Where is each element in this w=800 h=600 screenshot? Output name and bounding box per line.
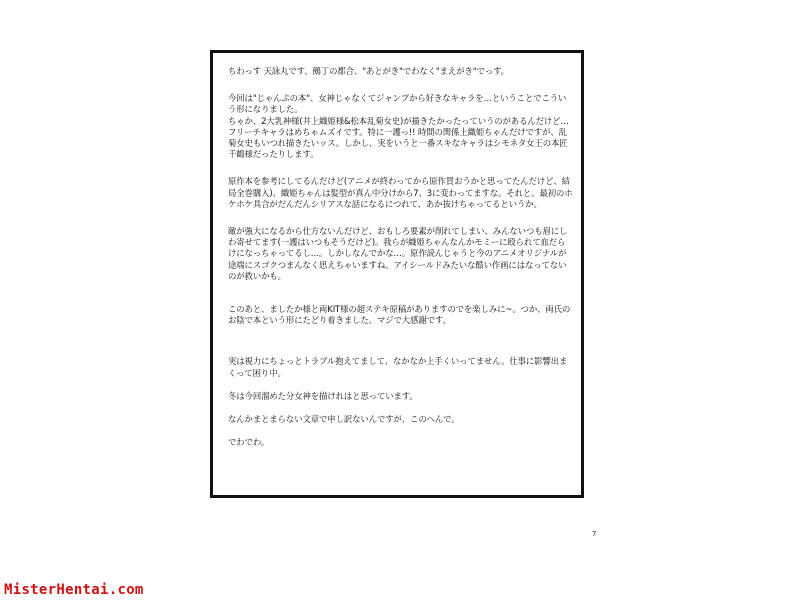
site-watermark: MisterHentai.com xyxy=(4,582,144,598)
afterword-text xyxy=(228,66,573,464)
paragraph-theme: 今回は"じゃんぷの本"、女神じゃなくてジャンプから好きなキャラを…ということでこういう形になりました。 ちゃか、2大乳神様(井上織姫様&松本乱菊女史)が描きたかったっていうのがあるんだけど…フリーチキャラはめちゃムズイです。特に一護っ!! 時間の関係上織姫ちゃんだけですが、乱菊女史もいつれ描きたいッス。しかし、実をいうと一番スキなキャラはシモネタ女王の本匠千鶴様だったりします。 xyxy=(228,93,569,160)
page-number: 7 xyxy=(592,530,597,538)
paragraph-winter: 冬は今回溜めた分女神を描けれはと思っています。 xyxy=(228,390,418,401)
paragraph-guests: このあと、ましたか様と両KIT様の超ステキ原稿がありますのでを楽しみに~。つか、両氏のお陰で本という形にたどり着きました。マジで大感謝です。 xyxy=(228,304,571,326)
paragraph-reference: 原作本を参考にしてるんだけど(アニメが終わってから原作買おうかと思ってたんだけど、結局全巻購入)、織姫ちゃんは髪型が真ん中分けから7、3に変わってますな。それと、最初のホケホケ具合がだんだんシリアスな話になるにつれて、あか抜けちゃってるというか。 xyxy=(228,176,573,209)
paragraph-eyesight: 実は視力にちょっとトラブル抱えてまして、なかなか上手くいってません。仕事に影響出まくって困り中。 xyxy=(228,356,568,378)
paragraph-closing: なんかまとまらない文章で申し訳ないんですが、このへんで。 xyxy=(228,414,460,425)
paragraph-anime: 敵が強大になるから仕方ないんだけど、おもしろ要素が削れてしまい、みんないつも眉にしわ寄せてます(一護はいつもそうだけど)。我らが織姫ちゃんなんかモミーに殴られて血だらけになっちゃってるし…。しかしなんでかな…。原作読んじゃうと今のアニメオリジナルが途端にスゴクつまんなく思えちゃいますね。アイシールドみたいな酷い作画にはなってないのが救いかも。 xyxy=(228,226,568,281)
paragraph-signoff: でわでわ。 xyxy=(228,437,270,448)
paragraph-greeting: ちわっす 天詠丸です、鵺丁の都合、"あとがき"でわなく"まえがき"でっす。 xyxy=(228,66,509,76)
